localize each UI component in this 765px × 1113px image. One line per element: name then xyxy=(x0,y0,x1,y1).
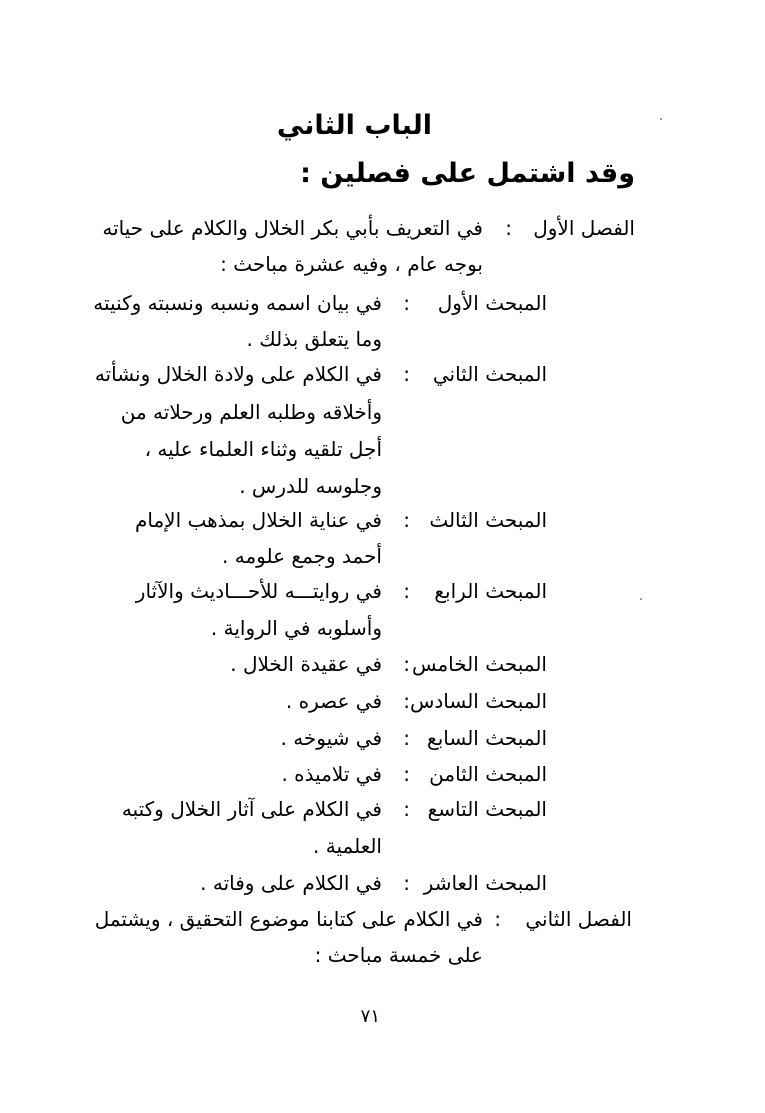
section-text-line: أحمد وجمع علومه . xyxy=(222,544,382,568)
section-label: المبحث الخامس xyxy=(411,652,547,676)
section-text-line: وأخلاقه وطلبه العلم ورحلاته من xyxy=(120,400,382,424)
chapter2-colon: : xyxy=(494,907,501,931)
section-text-line: في الكلام على وفاته . xyxy=(200,871,382,895)
section-colon: : xyxy=(403,652,410,676)
section-text-line: في عقيدة الخلال . xyxy=(230,652,382,676)
chapter-subtitle: وقد اشتمل على فصلين : xyxy=(300,158,635,189)
section-text-line: وأسلوبه في الرواية . xyxy=(210,616,382,640)
section-text-line: في روايتـــه للأحـــاديث والآثار xyxy=(135,579,382,603)
section-label: المبحث الثاني xyxy=(432,362,547,386)
section-text-line: في بيان اسمه ونسبه ونسبته وكنيته xyxy=(93,291,382,315)
section-colon: : xyxy=(403,362,410,386)
chapter2-line2: على خمسة مباحث : xyxy=(314,943,483,967)
section-colon: : xyxy=(403,762,410,786)
chapter1-label: الفصل الأول xyxy=(533,216,635,240)
section-text-line: أجل تلقيه وثناء العلماء عليه ، xyxy=(144,437,382,461)
section-label: المبحث التاسع xyxy=(427,797,547,821)
section-text-line: وجلوسه للدرس . xyxy=(239,474,382,498)
section-colon: : xyxy=(403,726,410,750)
section-text-line: في الكلام على آثار الخلال وكتبه xyxy=(121,797,382,821)
section-text-line: في شيوخه . xyxy=(280,726,382,750)
section-label: المبحث الأول xyxy=(437,291,547,315)
chapter1-line2: بوجه عام ، وفيه عشرة مباحث : xyxy=(220,252,483,276)
section-label: المبحث الثالث xyxy=(429,508,547,532)
section-text-line: في الكلام على ولادة الخلال ونشأته xyxy=(94,362,382,386)
section-colon: : xyxy=(403,508,410,532)
chapter1-line1: في التعريف بأبي بكر الخلال والكلام على حياته xyxy=(102,216,483,240)
section-colon: : xyxy=(403,291,410,315)
section-text-line: وما يتعلق بذلك . xyxy=(246,327,382,351)
section-text-line: العلمية . xyxy=(313,834,382,858)
section-label: المبحث الثامن xyxy=(429,762,547,786)
section-colon: : xyxy=(403,871,410,895)
section-text-line: في تلاميذه . xyxy=(281,762,382,786)
section-label: المبحث السابع xyxy=(427,726,547,750)
section-label: المبحث العاشر xyxy=(423,871,547,895)
scan-speck xyxy=(640,598,642,600)
section-colon: : xyxy=(403,797,410,821)
section-colon: : xyxy=(403,579,410,603)
chapter2-label: الفصل الثاني xyxy=(525,907,632,931)
chapter1-colon: : xyxy=(505,216,512,240)
section-label: المبحث السادس xyxy=(409,689,547,713)
chapter-title: الباب الثاني xyxy=(276,110,432,141)
section-text-line: في عناية الخلال بمذهب الإمام xyxy=(134,508,382,532)
page-number: ٧١ xyxy=(360,1006,380,1027)
chapter2-line1: في الكلام على كتابنا موضوع التحقيق ، ويشتمل xyxy=(94,907,483,931)
section-label: المبحث الرابع xyxy=(434,579,547,603)
scan-speck xyxy=(660,118,662,120)
section-text-line: في عصره . xyxy=(285,689,382,713)
section-colon: : xyxy=(403,689,410,713)
